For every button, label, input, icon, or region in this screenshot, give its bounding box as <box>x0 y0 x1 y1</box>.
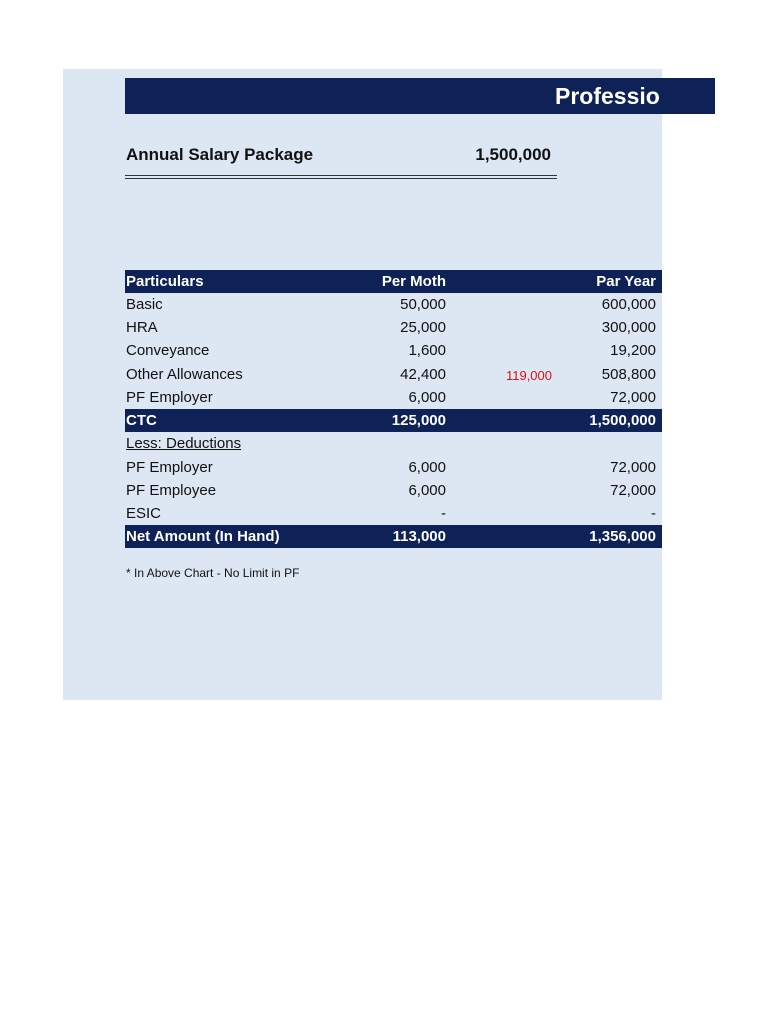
annual-package-label: Annual Salary Package <box>126 145 314 164</box>
title-bar <box>125 78 715 114</box>
ctc-row <box>125 409 662 432</box>
row-year-value: 508,800 <box>601 366 656 383</box>
row-label: PF Employee <box>126 482 217 499</box>
ctc-label: CTC <box>126 412 157 429</box>
row-month-value: 6,000 <box>408 389 446 406</box>
row-month-value: 1,600 <box>408 342 446 359</box>
table-row <box>125 502 662 525</box>
header-particulars: Particulars <box>126 273 204 290</box>
row-year-value: 72,000 <box>610 459 656 476</box>
table-row <box>125 386 662 409</box>
table-row <box>125 479 662 502</box>
ctc-month-value: 125,000 <box>391 412 446 429</box>
deductions-heading: Less: Deductions <box>126 435 242 452</box>
row-year-value: 600,000 <box>601 296 656 313</box>
ctc-year-value: 1,500,000 <box>589 412 656 429</box>
table-row <box>125 293 662 316</box>
net-amount-label: Net Amount (In Hand) <box>126 528 280 545</box>
row-highlight-value: 119,000 <box>505 368 552 383</box>
row-label: Other Allowances <box>126 366 243 383</box>
row-month-value: 50,000 <box>400 296 446 313</box>
net-amount-row <box>125 525 662 548</box>
row-month-value: 6,000 <box>408 482 446 499</box>
row-month-value: - <box>441 505 446 522</box>
row-year-value: 72,000 <box>610 389 656 406</box>
row-month-value: 6,000 <box>408 459 446 476</box>
double-underline-divider <box>125 175 557 179</box>
row-label: PF Employer <box>126 389 213 406</box>
header-per-month: Per Moth <box>381 273 446 290</box>
row-year-value: - <box>651 505 656 522</box>
row-month-value: 25,000 <box>400 319 446 336</box>
row-year-value: 19,200 <box>610 342 656 359</box>
table-row <box>125 363 662 386</box>
table-header-row <box>125 270 662 293</box>
row-label: Basic <box>126 296 163 313</box>
net-year-value: 1,356,000 <box>589 528 656 545</box>
row-year-value: 300,000 <box>601 319 656 336</box>
net-month-value: 113,000 <box>392 528 446 545</box>
row-label: PF Employer <box>126 459 213 476</box>
footnote: * In Above Chart - No Limit in PF <box>126 566 300 580</box>
page-title: Professio <box>555 83 660 109</box>
table-row <box>125 339 662 362</box>
table-row <box>125 456 662 479</box>
header-per-year: Par Year <box>596 273 656 290</box>
row-label: Conveyance <box>126 342 210 359</box>
deductions-heading-row <box>125 432 662 455</box>
row-year-value: 72,000 <box>610 482 656 499</box>
row-label: ESIC <box>126 505 162 522</box>
annual-package-value: 1,500,000 <box>475 145 551 164</box>
row-label: HRA <box>126 319 158 336</box>
row-month-value: 42,400 <box>400 366 446 383</box>
table-row <box>125 316 662 339</box>
